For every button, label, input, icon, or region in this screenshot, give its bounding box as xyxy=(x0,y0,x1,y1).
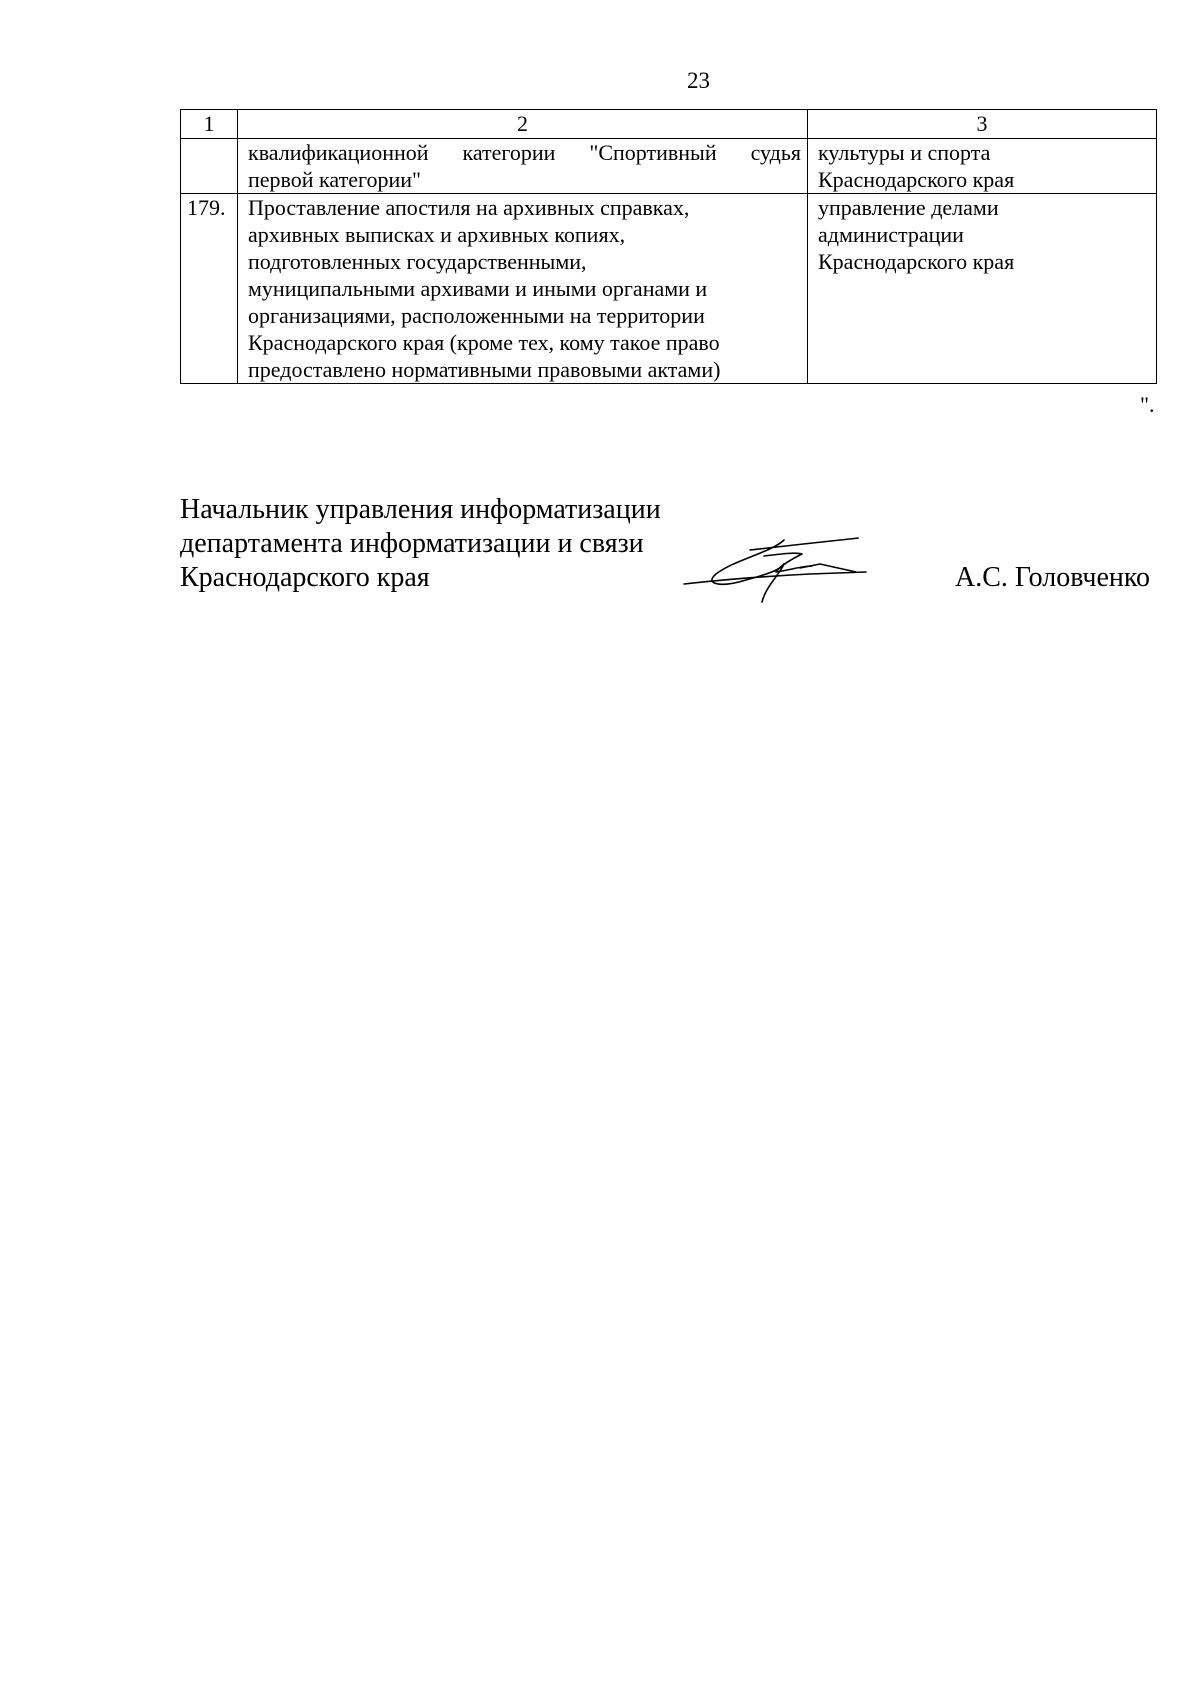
table-header-col-2: 2 xyxy=(238,110,808,139)
handwritten-signature-icon xyxy=(680,530,920,610)
description-line: квалификационной категории "Спортивный судья xyxy=(248,140,801,165)
description-line: первой категории" xyxy=(248,167,421,192)
row-authority xyxy=(808,139,1157,194)
authority-line: администрации xyxy=(818,222,964,247)
description-line: муниципальными архивами и иными органами и xyxy=(248,276,708,301)
description-line: архивных выписках и архивных копиях, xyxy=(248,222,626,247)
page-number: 23 xyxy=(687,68,710,93)
closing-quote: ". xyxy=(1140,392,1155,417)
description-line: подготовленных государственными, xyxy=(248,249,587,274)
table-header-row xyxy=(181,110,1157,139)
table-header-col-1: 1 xyxy=(181,110,238,139)
description-line: организациями, расположенными на территории xyxy=(248,303,705,328)
description-line: Краснодарского края (кроме тех, кому такое право xyxy=(248,330,720,355)
authority-line: Краснодарского края xyxy=(818,249,1015,274)
table-row xyxy=(181,194,1157,384)
row-authority xyxy=(808,194,1157,384)
row-number: 179. xyxy=(181,194,238,384)
position-line: Краснодарского края xyxy=(180,562,430,593)
authority-line: управление делами xyxy=(818,195,999,220)
position-line: Начальник управления информатизации xyxy=(180,494,661,525)
services-table xyxy=(180,109,1157,384)
signer-position xyxy=(180,493,661,595)
row-description xyxy=(238,194,808,384)
authority-line: культуры и спорта xyxy=(818,140,991,165)
signer-name: А.С. Головченко xyxy=(955,562,1151,593)
row-number xyxy=(181,139,238,194)
authority-line: Краснодарского края xyxy=(818,167,1015,192)
description-line: предоставлено нормативными правовыми актами) xyxy=(248,357,721,382)
description-line: Проставление апостиля на архивных справках, xyxy=(248,195,690,220)
table-header-col-3: 3 xyxy=(808,110,1157,139)
row-description xyxy=(238,139,808,194)
position-line: департамента информатизации и связи xyxy=(180,528,644,559)
table-row xyxy=(181,139,1157,194)
